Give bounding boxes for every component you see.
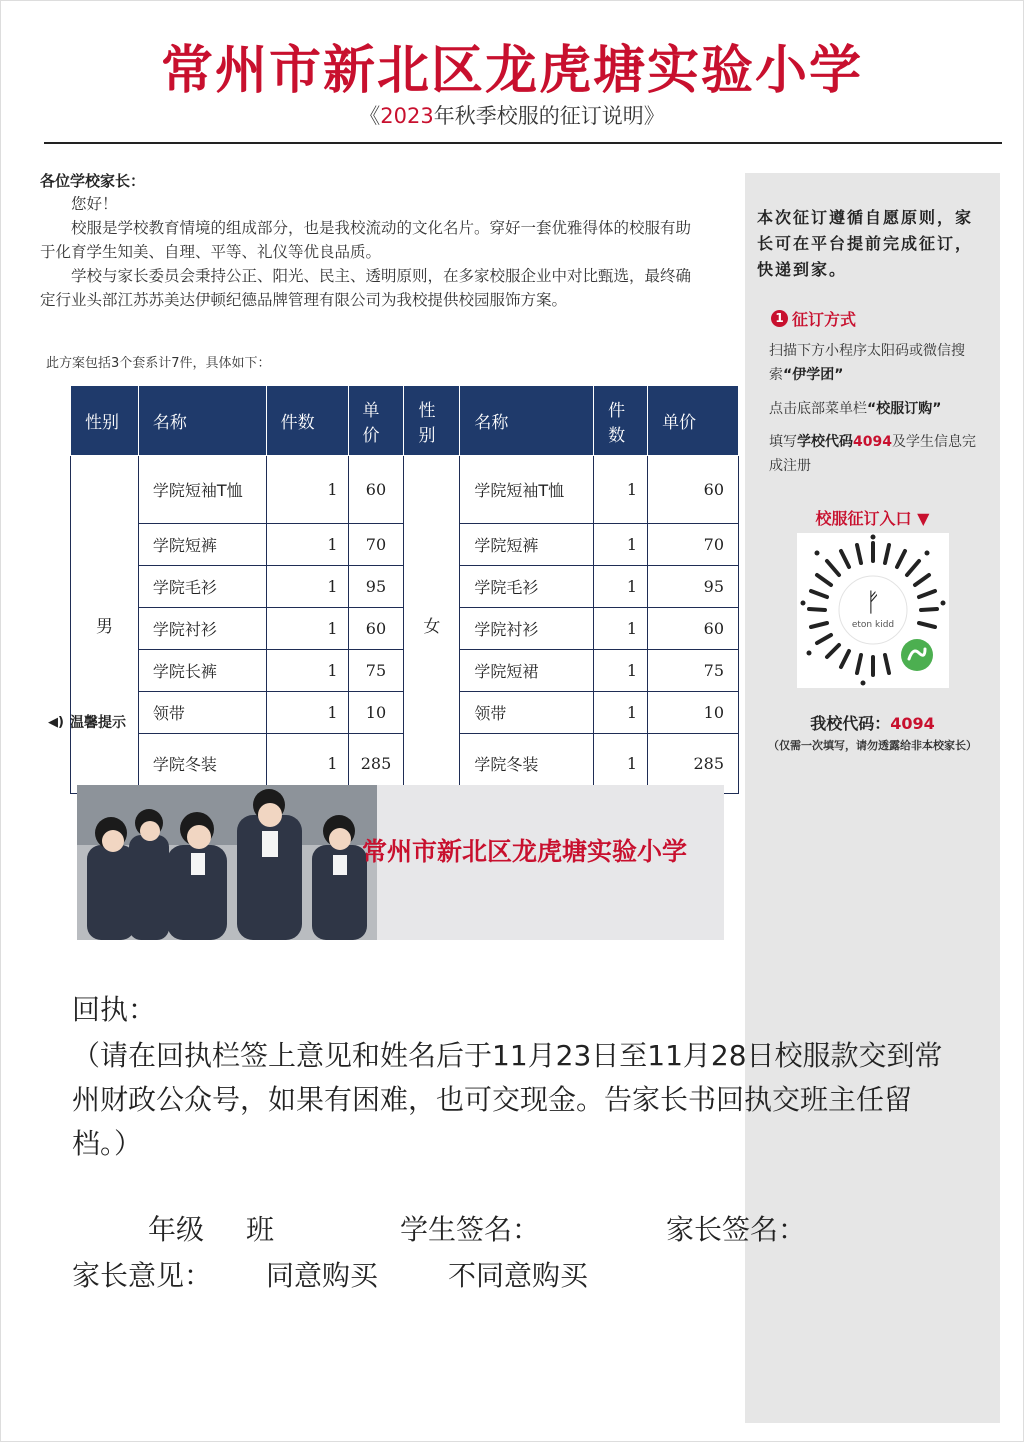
female-item-qty: 1 bbox=[594, 456, 648, 524]
female-item-price: 75 bbox=[648, 650, 739, 692]
male-item-name: 学院短裤 bbox=[138, 524, 266, 566]
female-item-price: 10 bbox=[648, 692, 739, 734]
parent-signature-label: 家长签名： bbox=[666, 1213, 807, 1246]
male-item-qty: 1 bbox=[266, 566, 348, 608]
school-code-value: 4094 bbox=[890, 714, 935, 733]
male-item-price: 10 bbox=[348, 692, 404, 734]
header-name-2: 名称 bbox=[460, 386, 594, 456]
receipt-body: （请在回执栏签上意见和姓名后于11月23日至11月28日校服款交到常州财政公众号，如果有困难，也可交现金。告家长书回执交班主任留档。） bbox=[72, 1039, 943, 1160]
male-item-name: 学院冬装 bbox=[138, 734, 266, 794]
letter-body bbox=[40, 192, 700, 312]
letter-greeting: 各位学校家长： bbox=[40, 172, 146, 190]
step-1-keyword: “伊学团” bbox=[783, 367, 844, 383]
order-method-heading bbox=[771, 307, 856, 330]
step-number-icon: 1 bbox=[771, 310, 788, 327]
subtitle-pre: 《 bbox=[359, 104, 381, 128]
male-item-qty: 1 bbox=[266, 524, 348, 566]
female-item-name: 学院短裤 bbox=[460, 524, 594, 566]
receipt-title: 回执： bbox=[72, 993, 157, 1026]
header-qty-2: 件 数 bbox=[594, 386, 648, 456]
female-item-price: 60 bbox=[648, 608, 739, 650]
class-label: 班 bbox=[246, 1213, 275, 1246]
grade-label: 年级 bbox=[148, 1213, 205, 1246]
warm-tip-label: 温馨提示 bbox=[69, 715, 126, 731]
table-row bbox=[71, 456, 739, 524]
female-gender-cell: 女 bbox=[404, 456, 460, 794]
step-3-text-end: 及学生信息完成注册 bbox=[769, 434, 976, 474]
subtitle-post: 年秋季校服的征订说明》 bbox=[433, 104, 665, 128]
svg-text:ᚠ: ᚠ bbox=[865, 588, 881, 618]
step-2 bbox=[769, 397, 989, 421]
page-title: 常州市新北区龙虎塘实验小学 bbox=[160, 41, 863, 101]
female-item-name: 学院短裙 bbox=[460, 650, 594, 692]
header-qty: 件数 bbox=[266, 386, 348, 456]
female-item-name: 学院冬装 bbox=[460, 734, 594, 794]
female-item-name: 学院短袖T恤 bbox=[460, 456, 594, 524]
male-item-qty: 1 bbox=[266, 650, 348, 692]
letter-paragraph-1: 校服是学校教育情境的组成部分，也是我校流动的文化名片。穿好一套优雅得体的校服有助于化育学生知美、自理、平等、礼仪等优良品质。 bbox=[40, 219, 692, 261]
male-item-price: 60 bbox=[348, 456, 404, 524]
male-item-price: 285 bbox=[348, 734, 404, 794]
male-item-qty: 1 bbox=[266, 734, 348, 794]
female-item-qty: 1 bbox=[594, 608, 648, 650]
header-price-2: 单价 bbox=[648, 386, 739, 456]
female-item-price: 60 bbox=[648, 456, 739, 524]
speaker-icon: ◀) bbox=[48, 714, 64, 730]
female-item-name: 学院毛衫 bbox=[460, 566, 594, 608]
student-signature-label: 学生签名： bbox=[400, 1213, 541, 1246]
step-3-keyword: 学校代码 bbox=[797, 434, 853, 450]
male-item-qty: 1 bbox=[266, 456, 348, 524]
female-item-name: 学院衬衫 bbox=[460, 608, 594, 650]
school-code bbox=[745, 711, 1000, 734]
disagree-option[interactable]: 不同意购买 bbox=[448, 1259, 589, 1292]
female-item-price: 95 bbox=[648, 566, 739, 608]
sidebar-intro: 本次征订遵循自愿原则，家长可在平台提前完成征订，快递到家。 bbox=[757, 208, 974, 279]
svg-text:eton kidd: eton kidd bbox=[851, 620, 895, 630]
step-1-text: 扫描下方小程序太阳码或微信搜索 bbox=[769, 343, 965, 383]
step-2-text: 点击底部菜单栏 bbox=[769, 401, 867, 417]
uniform-order-entry: 校服征订入口 ▼ bbox=[815, 509, 930, 528]
step-3-text: 填写 bbox=[769, 434, 797, 450]
school-code-label: 我校代码： bbox=[810, 714, 891, 733]
page-subtitle bbox=[0, 100, 1024, 130]
header-gender-2: 性 别 bbox=[404, 386, 460, 456]
female-item-qty: 1 bbox=[594, 566, 648, 608]
male-item-name: 领带 bbox=[138, 692, 266, 734]
male-item-price: 75 bbox=[348, 650, 404, 692]
male-item-name: 学院衬衫 bbox=[138, 608, 266, 650]
step-1 bbox=[769, 339, 989, 387]
header-gender: 性别 bbox=[71, 386, 139, 456]
plan-intro-line: 此方案包括3个套系计7件，具体如下： bbox=[46, 356, 271, 371]
table-header-row bbox=[71, 386, 739, 456]
photo-caption: 常州市新北区龙虎塘实验小学 bbox=[362, 837, 688, 866]
step-2-keyword: “校服订购” bbox=[867, 401, 942, 417]
header-rule bbox=[44, 142, 1002, 144]
male-item-price: 70 bbox=[348, 524, 404, 566]
female-item-qty: 1 bbox=[594, 734, 648, 794]
header-name: 名称 bbox=[138, 386, 266, 456]
letter-paragraph-2: 学校与家长委员会秉持公正、阳光、民主、透明原则，在多家校服企业中对比甄选，最终确定行业头部江苏苏美达伊顿纪德品牌管理有限公司为我校提供校园服饰方案。 bbox=[40, 267, 692, 309]
students-photo bbox=[77, 785, 724, 940]
step-3 bbox=[769, 430, 989, 478]
female-item-price: 70 bbox=[648, 524, 739, 566]
letter-hello: 您好！ bbox=[71, 195, 118, 213]
parent-opinion-label: 家长意见： bbox=[72, 1259, 213, 1292]
female-item-name: 领带 bbox=[460, 692, 594, 734]
sun-code-icon bbox=[797, 533, 949, 688]
male-item-name: 学院毛衫 bbox=[138, 566, 266, 608]
male-item-name: 学院长裤 bbox=[138, 650, 266, 692]
male-gender-cell: 男 bbox=[71, 456, 139, 794]
male-item-qty: 1 bbox=[266, 608, 348, 650]
male-item-price: 60 bbox=[348, 608, 404, 650]
female-item-price: 285 bbox=[648, 734, 739, 794]
female-item-qty: 1 bbox=[594, 692, 648, 734]
step-3-code: 4094 bbox=[853, 434, 892, 450]
header-price: 单 价 bbox=[348, 386, 404, 456]
female-item-qty: 1 bbox=[594, 524, 648, 566]
subtitle-year: 2023 bbox=[380, 104, 434, 128]
male-item-price: 95 bbox=[348, 566, 404, 608]
male-item-qty: 1 bbox=[266, 692, 348, 734]
warm-tip bbox=[48, 712, 126, 732]
female-item-qty: 1 bbox=[594, 650, 648, 692]
order-method-title: 征订方式 bbox=[792, 310, 857, 329]
agree-option[interactable]: 同意购买 bbox=[266, 1259, 379, 1292]
uniform-price-table bbox=[70, 385, 739, 794]
school-code-note: （仅需一次填写，请勿透露给非本校家长） bbox=[768, 739, 977, 752]
male-item-name: 学院短袖T恤 bbox=[138, 456, 266, 524]
mini-program-qr-code[interactable] bbox=[797, 533, 949, 688]
